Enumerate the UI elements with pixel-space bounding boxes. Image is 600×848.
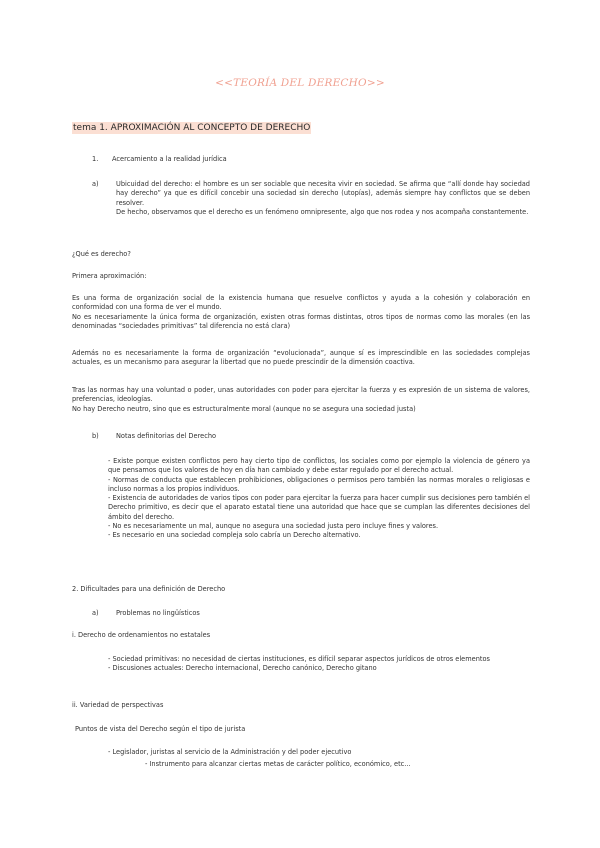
item-1 — [92, 155, 227, 164]
item-2a-label: a) — [92, 609, 99, 617]
note-item: - Normas de conducta que establecen prohibiciones, obligaciones o permisos pero también las normas morales o religiosas e incluso normas a los propios individuos. — [108, 475, 530, 493]
instrument-point: - Instrumento para alcanzar ciertas metas de carácter político, económico, etc... — [145, 760, 411, 768]
item-b-label: b) — [92, 432, 99, 440]
item-2a-text: Problemas no lingüísticos — [116, 609, 200, 617]
item-a-label: a) — [92, 180, 99, 188]
power-block — [72, 386, 530, 414]
item-b-text: Notas definitorias del Derecho — [116, 432, 217, 440]
definition-paragraph-1: Es una forma de organización social de la existencia humana que resuelve conflictos y ayuda a la cohesión y colaboración en conformidad con una forma de ver el mundo. — [72, 294, 530, 312]
subsection-i-point: - Discusiones actuales: Derecho internacional, Derecho canónico, Derecho gitano — [108, 664, 377, 673]
definition-block — [72, 294, 530, 331]
evolution-paragraph: Además no es necesariamente la forma de organización “evolucionada”, aunque sí es imprescindible en las sociedades complejas actuales, es un mecanismo para asegurar la libertad que no puede prescindir de la dimensión coactiva. — [72, 349, 530, 367]
note-item: - Existencia de autoridades de varios tipos con poder para ejercitar la fuerza para hacer cumplir sus decisiones pero también el Derecho primitivo, es decir que el aparato estatal tiene una autoridad que hace que se cumplan las diferentes decisiones del ámbito del derecho. — [108, 494, 530, 521]
document-title: <<TEORÍA DEL DERECHO>> — [215, 77, 385, 89]
subsection-i: i. Derecho de ordenamientos no estatales — [72, 631, 211, 639]
section-heading: tema 1. APROXIMACIÓN AL CONCEPTO DE DERECHO — [73, 123, 311, 133]
power-paragraph: Tras las normas hay una voluntad o poder, unas autoridades con poder para ejercitar la fuerza y es expresión de un sistema de valores, preferencias, ideologías. — [72, 386, 530, 404]
question-what-is-law: ¿Qué es derecho? — [72, 250, 131, 258]
note-item: - Es necesario en una sociedad compleja solo cabría un Derecho alternativo. — [108, 531, 361, 540]
item-a-paragraph-1: Ubicuidad del derecho: el hombre es un ser sociable que necesita vivir en sociedad. Se afirma que “allí donde hay sociedad hay derecho” ya que es difícil concebir una sociedad sin derecho (utopías), además siempre hay conflictos que se deben resolver. — [116, 180, 530, 207]
item-1-number: 1. — [92, 155, 99, 163]
item-a-paragraph-2: De hecho, observamos que el derecho es un fenómeno omnipresente, algo que nos rodea y nos acompaña constantemente. — [116, 207, 529, 216]
viewpoints-label: Puntos de vista del Derecho según el tipo de jurista — [75, 725, 246, 733]
subsection-i-point: - Sociedad primitivas: no necesidad de ciertas instituciones, es difícil separar aspectos jurídicos de otros elementos — [108, 655, 490, 663]
item-a-body — [116, 180, 530, 217]
definition-paragraph-2: No es necesariamente la única forma de organización, existen otras formas distintas, otros tipos de normas como las morales (en las denominadas “sociedades primitivas” tal diferencia no está clara) — [72, 312, 530, 330]
neutral-law-paragraph: No hay Derecho neutro, sino que es estructuralmente moral (aunque no se asegura una sociedad justa) — [72, 404, 416, 413]
subsection-ii: ii. Variedad de perspectivas — [72, 701, 164, 709]
legislator-point: - Legislador, juristas al servicio de la Administración y del poder ejecutivo — [108, 748, 352, 756]
subsection-i-points — [108, 655, 530, 674]
note-item: - Existe porque existen conflictos pero hay cierto tipo de conflictos, los sociales como por ejemplo la violencia de género ya que pensamos que los valores de hoy en día han cambiado y debe estar regulado por el derecho actual. — [108, 457, 530, 475]
item-1-text: Acercamiento a la realidad jurídica — [112, 155, 227, 163]
item-2: 2. Dificultades para una definición de Derecho — [72, 585, 226, 593]
notes-list — [108, 457, 530, 541]
first-approximation-label: Primera aproximación: — [72, 272, 147, 280]
note-item: - No es necesariamente un mal, aunque no asegura una sociedad justa pero incluye fines y valores. — [108, 522, 439, 531]
